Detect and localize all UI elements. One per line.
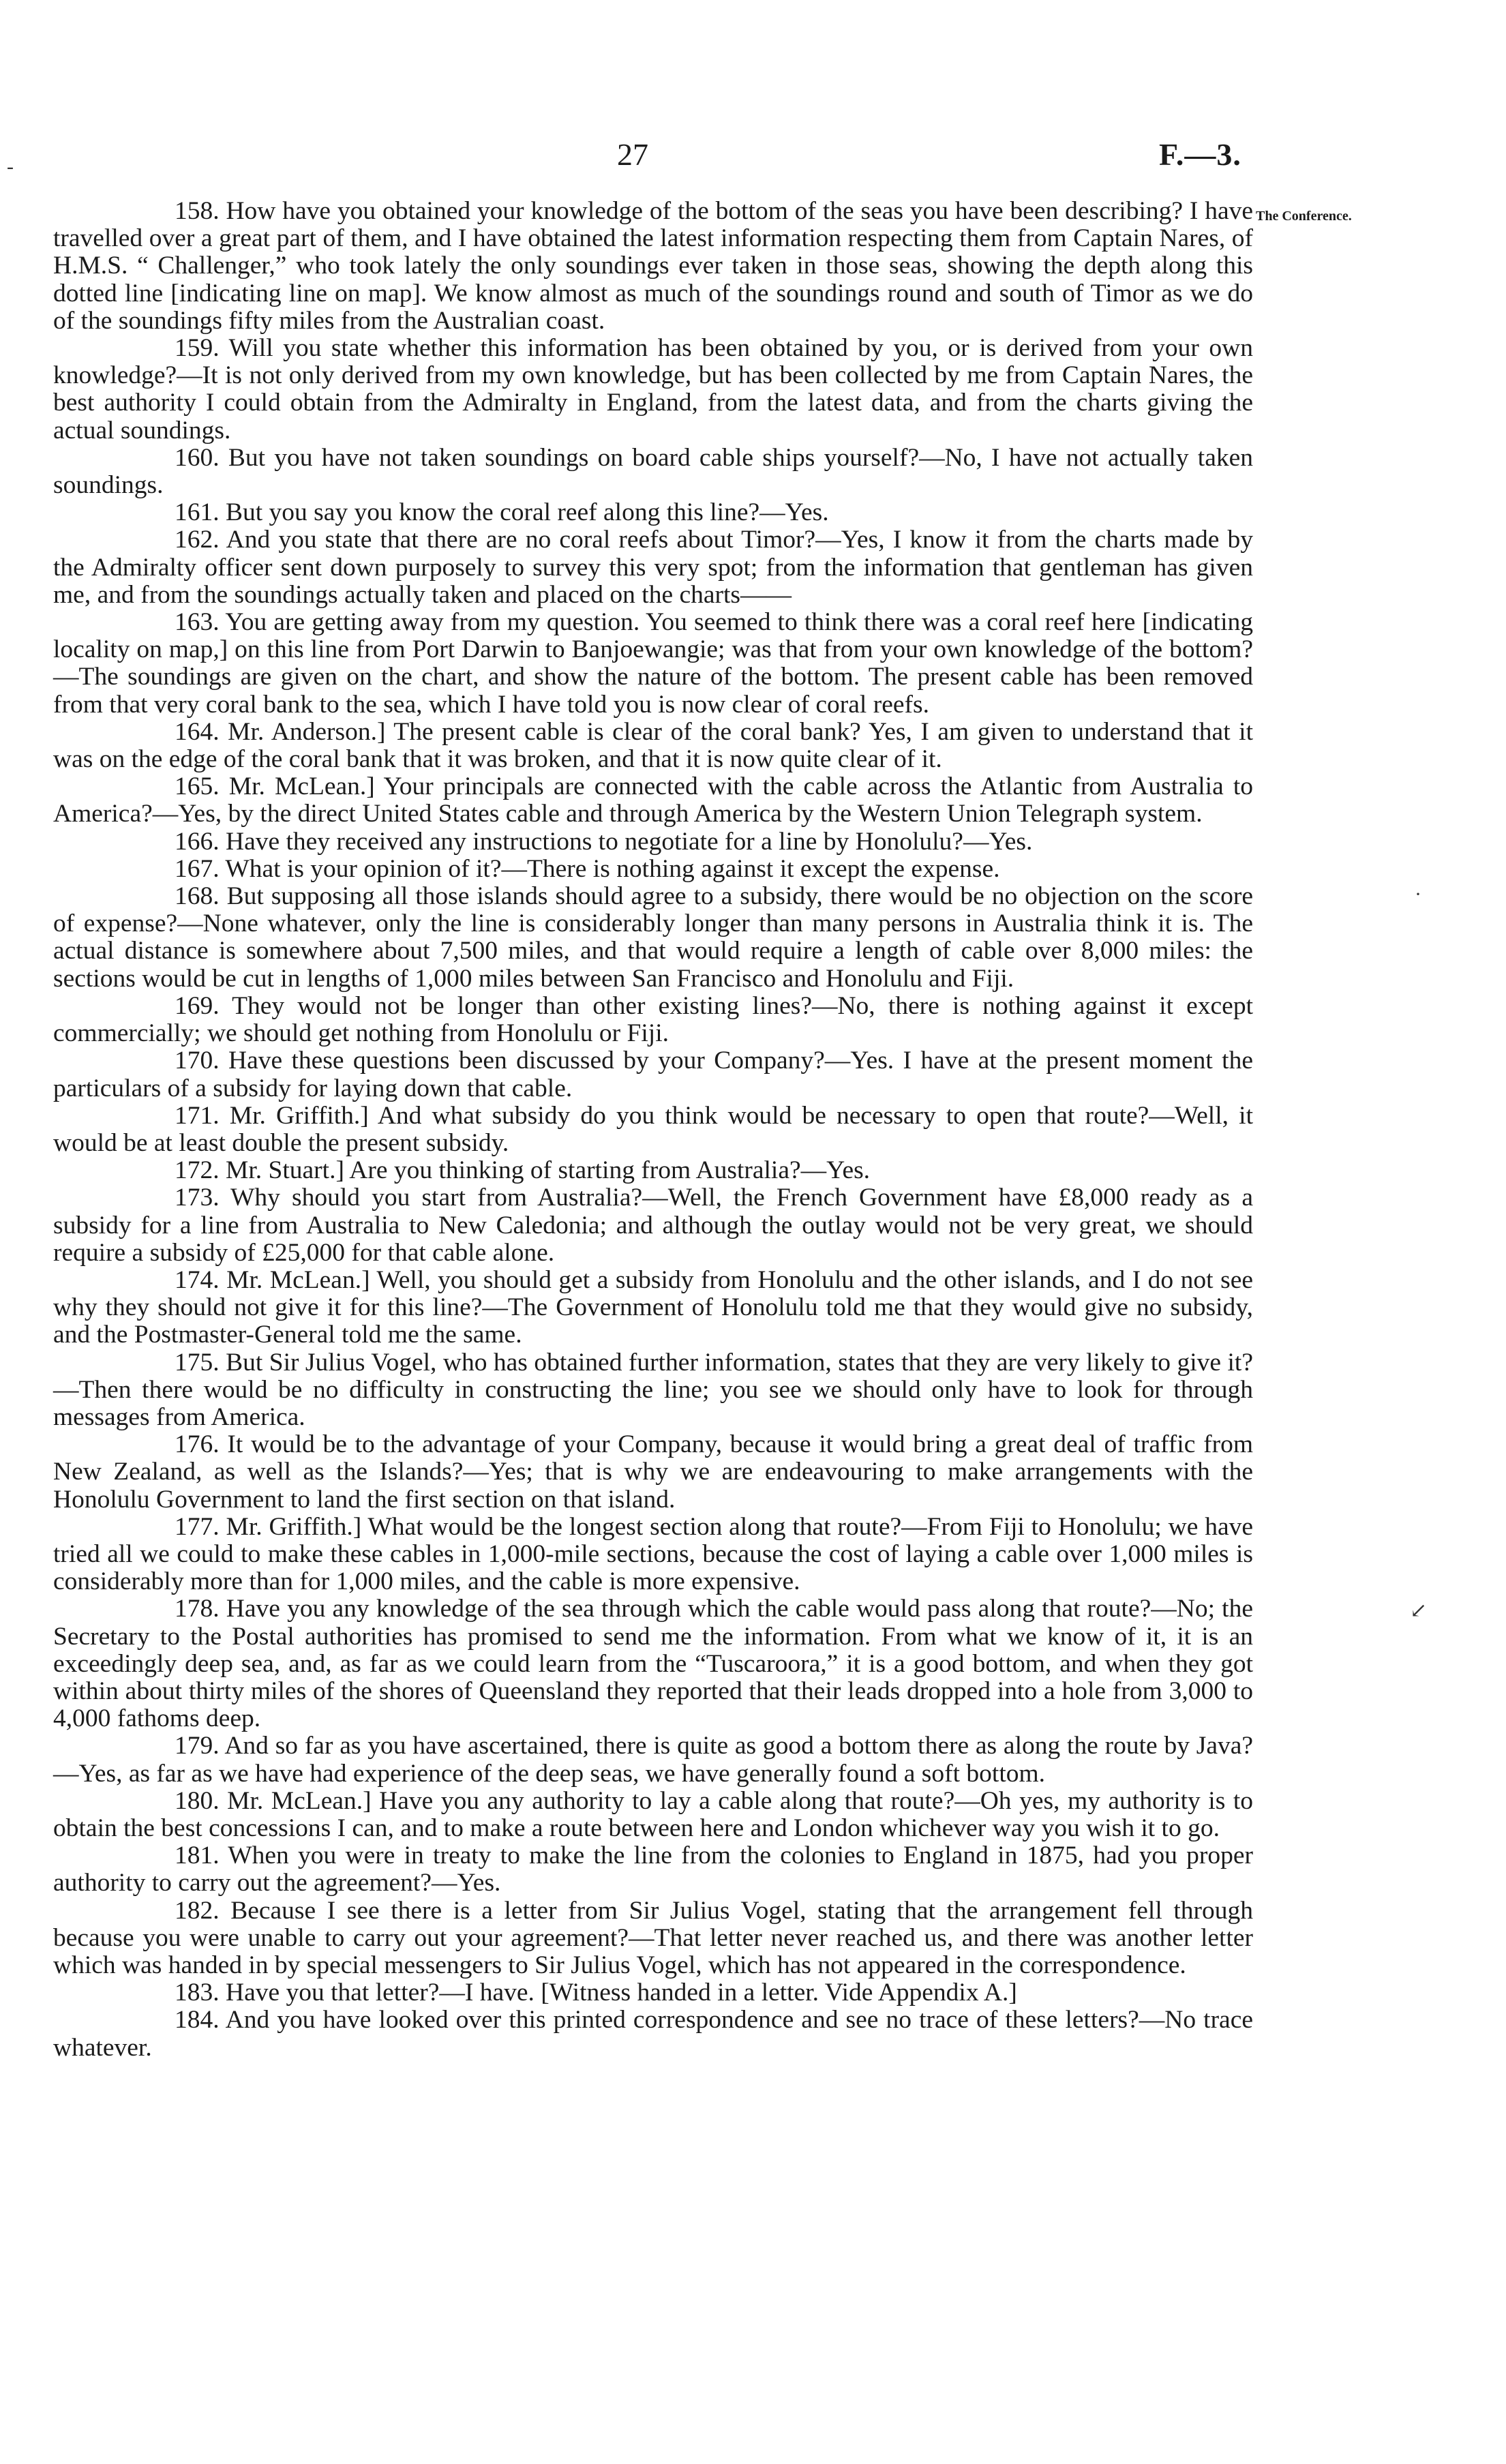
question-answer: 170. Have these questions been discussed by your Company?—Yes. I have at the present moment the particulars of a subsidy for laying down that cable. (53, 1047, 1253, 1102)
margin-mark: - (7, 155, 14, 178)
question-answer: 168. But supposing all those islands should agree to a subsidy, there would be no objection on the score of expense?—None whatever, only the line is considerably longer than many persons in Australia think it is. The actual distance is somewhere about 7,500 miles, and that would require a length of cable over 8,000 miles: the sections would be cut in lengths of 1,000 miles between San Francisco and Honolulu and Fiji. (53, 882, 1253, 993)
margin-note: The Conference. (1256, 209, 1352, 224)
question-answer: 165. Mr. McLean.] Your principals are connected with the cable across the Atlantic from Australia to America?—Yes, by the direct United States cable and through America by the Western Union Telegraph system. (53, 772, 1253, 828)
document-reference: F.—3. (1159, 137, 1241, 172)
question-answer: 161. But you say you know the coral reef along this line?—Yes. (175, 498, 829, 527)
question-answer: 158. How have you obtained your knowledge of the bottom of the seas you have been describing? I have travelled over a great part of them, and I have obtained the latest information respecting them from Captain Nares, of H.M.S. “ Challenger,” who took lately the only soundings ever taken in those seas, showing the depth along this dotted line [indicating line on map]. We know almost as much of the soundings round and south of Timor as we do of the soundings fifty miles from the Australian coast. (53, 197, 1253, 335)
question-answer: 176. It would be to the advantage of your Company, because it would bring a great deal of traffic from New Zealand, as well as the Islands?—Yes; that is why we are endeavouring to make arrangements with the Honolulu Government to land the first section on that island. (53, 1430, 1253, 1514)
question-answer: 164. Mr. Anderson.] The present cable is clear of the coral bank? Yes, I am given to understand that it was on the edge of the coral bank that it was broken, and that it is now quite clear of it. (53, 717, 1253, 774)
question-answer: 159. Will you state whether this information has been obtained by you, or is derived from your own knowledge?—It is not only derived from my own knowledge, but has been collected by me from Captain Nares, the best authority I could obtain from the Admiralty in England, from the latest data, and from the charts giving the actual soundings. (53, 334, 1253, 445)
question-answer: 167. What is your opinion of it?—There is nothing against it except the expense. (175, 854, 1000, 883)
page-header (0, 136, 1506, 177)
question-answer: 160. But you have not taken soundings on board cable ships yourself?—No, I have not actually taken soundings. (53, 443, 1253, 500)
question-answer: 163. You are getting away from my question. You seemed to think there was a coral reef here [indicating locality on map,] on this line from Port Darwin to Banjoewangie; was that from your own knowledge of the bottom?—The soundings are given on the chart, and show the nature of the bottom. The present cable has been removed from that very coral bank to the sea, which I have told you is now clear of coral reefs. (53, 608, 1253, 719)
question-answer: 174. Mr. McLean.] Well, you should get a subsidy from Honolulu and the other islands, and I do not see why they should not give it for this line?—The Government of Honolulu told me that they would give no subsidy, and the Postmaster-General told me the same. (53, 1265, 1253, 1349)
margin-mark: ↙ (1410, 1599, 1428, 1622)
question-answer: 169. They would not be longer than other existing lines?—No, there is nothing against it except commercially; we should get nothing from Honolulu or Fiji. (53, 991, 1253, 1048)
question-answer: 183. Have you that letter?—I have. [Witness handed in a letter. Vide Appendix A.] (175, 1979, 1017, 2007)
question-answer: 171. Mr. Griffith.] And what subsidy do you think would be necessary to open that route?—Well, it would be at least double the present subsidy. (53, 1101, 1253, 1157)
question-answer: 180. Mr. McLean.] Have you any authority to lay a cable along that route?—Oh yes, my authority is to obtain the best concessions I can, and to make a route between here and London whichever way you wish it to go. (53, 1786, 1253, 1842)
margin-mark: · (1415, 883, 1421, 905)
question-answer: 173. Why should you start from Australia?—Well, the French Government have £8,000 ready as a subsidy for a line from Australia to New Caledonia; and although the outlay would not be very great, we should require a subsidy of £25,000 for that cable alone. (53, 1184, 1253, 1267)
question-answer: 179. And so far as you have ascertained, there is quite as good a bottom there as along the route by Java?—Yes, as far as we have had experience of the deep seas, we have generally found a soft bottom. (53, 1732, 1253, 1788)
question-answer: 178. Have you any knowledge of the sea through which the cable would pass along that route?—No; the Secretary to the Postal authorities has promised to send me the information. From what we know of it, it is an exceedingly deep sea, and, as far as we could learn from the “Tuscaroora,” it is a good bottom, and when they got within about thirty miles of the shores of Queensland they reported that their leads dropped into a hole from 3,000 to 4,000 fathoms deep. (53, 1595, 1253, 1733)
question-answer: 172. Mr. Stuart.] Are you thinking of starting from Australia?—Yes. (175, 1156, 871, 1185)
question-answer: 162. And you state that there are no coral reefs about Timor?—Yes, I know it from the charts made by the Admiralty officer sent down purposely to survey this very spot; from the information that gentleman has given me, and from the soundings actually taken and placed on the charts—— (53, 526, 1253, 609)
question-answer: 182. Because I see there is a letter from Sir Julius Vogel, stating that the arrangement fell through because you were unable to carry out your agreement?—That letter never reached us, and there was another letter which was handed in by special messengers to Sir Julius Vogel, which has not appeared in the correspondence. (53, 1896, 1253, 1979)
question-answer: 184. And you have looked over this printed correspondence and see no trace of these letters?—No trace whatever. (53, 2006, 1253, 2062)
question-answer: 181. When you were in treaty to make the line from the colonies to England in 1875, had you proper authority to carry out the agreement?—Yes. (53, 1842, 1253, 1897)
page-number: 27 (617, 137, 648, 172)
evidence-text (53, 198, 1253, 2062)
question-answer: 175. But Sir Julius Vogel, who has obtained further information, states that they are very likely to give it?—Then there would be no difficulty in constructing the line; you see we should only have to look for through messages from America. (53, 1348, 1253, 1431)
question-answer: 177. Mr. Griffith.] What would be the longest section along that route?—From Fiji to Honolulu; we have tried all we could to make these cables in 1,000-mile sections, because the cost of laying a cable over 1,000 miles is considerably more than for 1,000 miles, and the cable is more expensive. (53, 1512, 1253, 1596)
question-answer: 166. Have they received any instructions to negotiate for a line by Honolulu?—Yes. (175, 827, 1033, 856)
